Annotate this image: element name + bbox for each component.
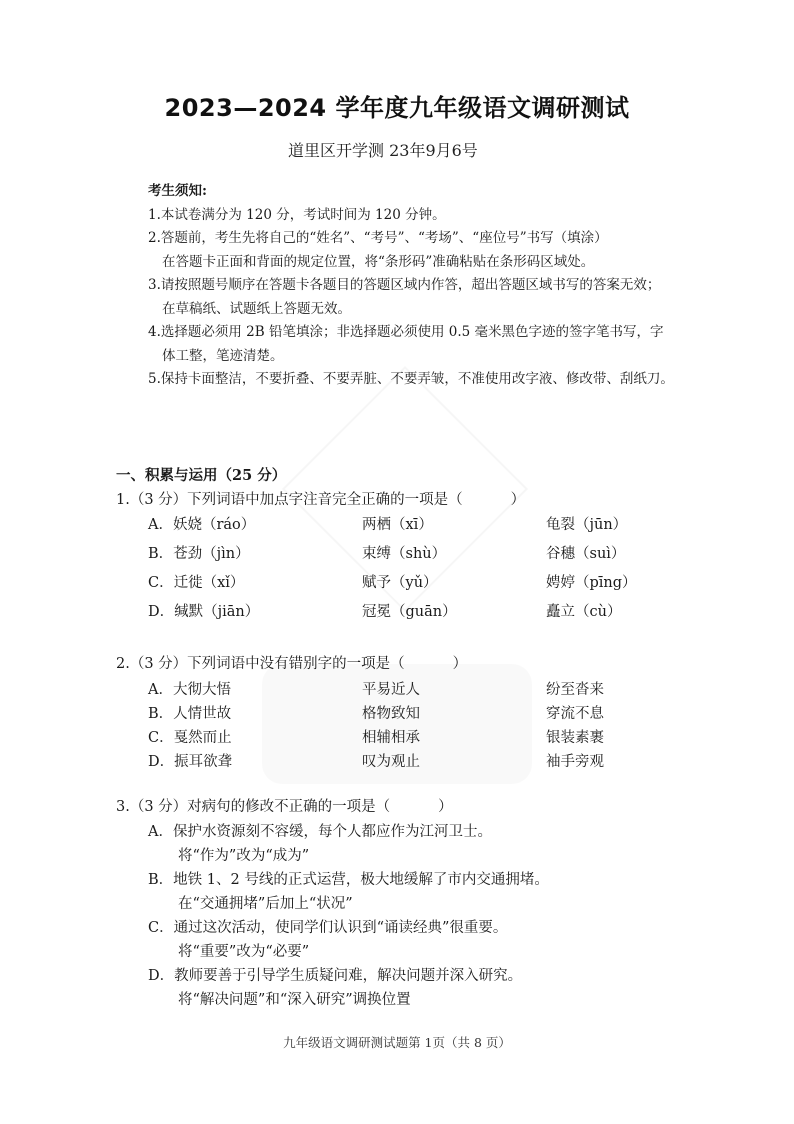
option-cell: C．迁徙（xǐ）: [148, 575, 245, 591]
question-1-stem: [116, 488, 525, 509]
notice-line: 体工整，笔迹清楚。: [162, 347, 284, 364]
option-cell: 两栖（xī）: [362, 517, 433, 533]
option-text: A．保护水资源刻不容缓，每个人都应作为江河卫士。: [148, 824, 492, 840]
section-heading: 一、积累与运用（25 分）: [116, 467, 287, 484]
option-text: D．教师要善于引导学生质疑问难，解决问题并深入研究。: [148, 968, 523, 984]
option-fix: 将“作为”改为“成为”: [178, 848, 310, 864]
exam-notice: [148, 180, 768, 392]
option-cell: B．苍劲（jìn）: [148, 546, 250, 562]
option-text: B．地铁 1、2 号线的正式运营，极大地缓解了市内交通拥堵。: [148, 872, 549, 888]
option-cell: 银装素裹: [546, 730, 604, 746]
question-3-stem: [116, 795, 453, 816]
option-cell: 穿流不息: [546, 706, 604, 722]
option-cell: 格物致知: [362, 706, 420, 722]
exam-subtitle: 道里区开学测 23年9月6号: [288, 141, 478, 160]
question-stem-text: 2.（3 分）下列词语中没有错别字的一项是（: [116, 656, 405, 672]
notice-line: 1.本试卷满分为 120 分，考试时间为 120 分钟。: [148, 206, 446, 223]
option-cell: 袖手旁观: [546, 754, 604, 770]
notice-title: 考生须知:: [148, 183, 207, 199]
option-fix: 将“解决问题”和“深入研究”调换位置: [178, 992, 411, 1008]
option-cell: A．大彻大悟: [148, 682, 231, 698]
option-cell: A．妖娆（ráo）: [148, 517, 256, 533]
option-cell: C．戛然而止: [148, 730, 232, 746]
question-stem-text: 1.（3 分）下列词语中加点字注音完全正确的一项是（: [116, 492, 463, 508]
notice-line: 5.保持卡面整洁，不要折叠、不要弄脏、不要弄皱，不准使用改字液、修改带、刮纸刀。: [148, 371, 674, 387]
option-cell: 相辅相承: [362, 730, 420, 746]
option-cell: 赋予（yǔ）: [362, 575, 438, 591]
option-cell: 娉婷（pīng）: [546, 575, 637, 591]
option-cell: 纷至沓来: [546, 682, 604, 698]
question-stem-text: 3.（3 分）对病句的修改不正确的一项是（: [116, 799, 391, 815]
option-cell: 矗立（cù）: [546, 604, 622, 620]
notice-line: 3.请按照题号顺序在答题卡各题目的答题区域内作答，超出答题区域书写的答案无效；: [148, 277, 661, 293]
option-cell: D．缄默（jiān）: [148, 604, 260, 620]
option-cell: B．人情世故: [148, 706, 232, 722]
page-footer: 九年级语文调研测试题第 1页（共 8 页）: [283, 1035, 511, 1050]
question-2-stem: [116, 652, 467, 673]
option-cell: 龟裂（jūn）: [546, 517, 628, 533]
question-stem-close: ）: [452, 656, 468, 672]
option-cell: 束缚（shù）: [362, 546, 447, 562]
option-cell: D．振耳欲聋: [148, 754, 233, 770]
notice-line: 在草稿纸、试题纸上答题无效。: [162, 300, 351, 317]
option-text: C．通过这次活动，使同学们认识到“诵读经典”很重要。: [148, 920, 508, 936]
notice-line: 4.选择题必须用 2B 铅笔填涂；非选择题必须使用 0.5 毫米黑色字迹的签字笔书写，字: [148, 324, 664, 340]
option-cell: 平易近人: [362, 682, 420, 698]
question-stem-close: ）: [510, 492, 526, 508]
option-fix: 将“重要”改为“必要”: [178, 944, 310, 960]
option-cell: 叹为观止: [362, 754, 420, 770]
question-3-options: [148, 820, 549, 1012]
notice-line: 2.答题前，考生先将自己的“姓名”、“考号”、“考场”、“座位号”书写（填涂）: [148, 230, 608, 246]
option-cell: 谷穗（suì）: [546, 546, 626, 562]
option-fix: 在“交通拥堵”后加上“状况”: [178, 896, 353, 912]
notice-line: 在答题卡正面和背面的规定位置，将“条形码”准确粘贴在条形码区域处。: [162, 253, 595, 270]
question-stem-close: ）: [438, 799, 453, 815]
option-cell: 冠冕（guān）: [362, 604, 457, 620]
exam-title: 2023—2024 学年度九年级语文调研测试: [164, 94, 630, 122]
